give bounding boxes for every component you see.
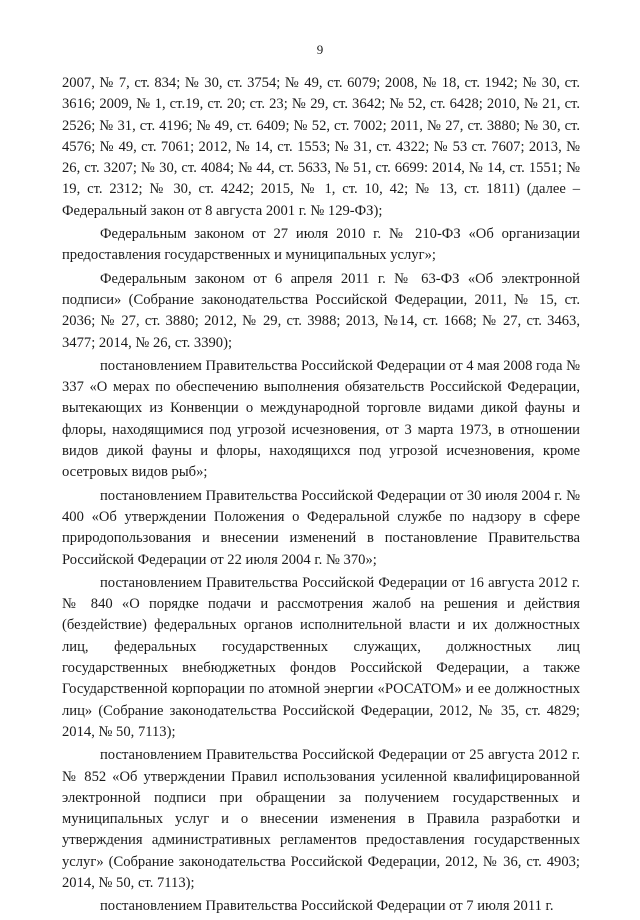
paragraph-resolution-852: постановлением Правительства Российской Федерации от 25 августа 2012 г. № 852 «Об утверждении Правил использования усиленной квалифицированной электронной подписи при обращении за получением государственных и муниципальных услуг и о внесении изменения в Правила разработки и утверждения административных регламентов предоставления государственных услуг» (Собрание законодательства Российской Федерации, 2012, № 36, ст. 4903; 2014, № 50, ст. 7113); [62,747,580,891]
paragraph-resolution-337: постановлением Правительства Российской Федерации от 4 мая 2008 года № 337 «О мерах по обеспечению выполнения обязательств Российской Федерации, вытекающих из Конвенции о международной торговле видами дикой фауны и флоры, находящимися под угрозой исчезновения, от 3 марта 1973, в отношении видов дикой фауны и флоры, находящихся под угрозой исчезновения, кроме осетровых видов рыб»; [62,357,581,481]
paragraph-federal-law-63: Федеральным законом от 6 апреля 2011 г. № 63-ФЗ «Об электронной подписи» (Собрание законодательства Российской Федерации, 2011, № 15, ст. 2036; № 27, ст. 3880; 2012, № 29, ст. 3988; 2013, №14, ст. 1668; № 27, ст. 3463, 3477; 2014, № 26, ст. 3390); [62,270,580,351]
paragraph-resolution-2011: постановлением Правительства Российской Федерации от 7 июля 2011 г. [100,898,554,915]
paragraph-legal-references-continuation: 2007, № 7, ст. 834; № 30, ст. 3754; № 49, ст. 6079; 2008, № 18, ст. 1942; № 30, ст. 3616; 2009, № 1, ст.19, ст. 20; ст. 23; № 29, ст. 3642; № 52, ст. 6428; 2010, № 21, ст. 2526; № 31, ст. 4196; № 49, ст. 6409; № 52, ст. 7002; 2011, № 27, ст. 3880; № 30, ст. 4576; № 49, ст. 7061; 2012, № 14, ст. 1553; № 31, ст. 4322; № 53 ст. 7607; 2013, № 26, ст. 3207; № 30, ст. 4084; № 44, ст. 5633, № 51, ст. 6699: 2014, № 14, ст. 1551; № 19, ст. 2312; № 30, ст. 4242; 2015, № 1, ст. 10, 42; № 13, ст. 1811) (далее – Федеральный закон от 8 августа 2001 г. № 129-ФЗ); [62,75,580,219]
document-body [62,73,580,920]
paragraph-resolution-840: постановлением Правительства Российской Федерации от 16 августа 2012 г. № 840 «О порядке подачи и рассмотрения жалоб на решения и действия (бездействие) федеральных органов исполнительной власти и их должностных лиц, федеральных государственных служащих, должностных лиц государственных внебюджетных фондов Российской Федерации, а также Государственной корпорации по атомной энергии «РОСАТОМ» и ее должностных лиц» (Собрание законодательства Российской Федерации, 2012, № 35, ст. 4829; 2014, № 50, 7113); [62,574,580,740]
paragraph-federal-law-210: Федеральным законом от 27 июля 2010 г. № 210-ФЗ «Об организации предоставления государственных и муниципальных услуг»; [62,226,580,264]
paragraph-resolution-400: постановлением Правительства Российской Федерации от 30 июля 2004 г. № 400 «Об утверждении Положения о Федеральной службе по надзору в сфере природопользования и внесении изменений в постановление Правительства Российской Федерации от 22 июля 2004 г. № 370»; [62,487,580,568]
page-number: 9 [316,42,324,57]
